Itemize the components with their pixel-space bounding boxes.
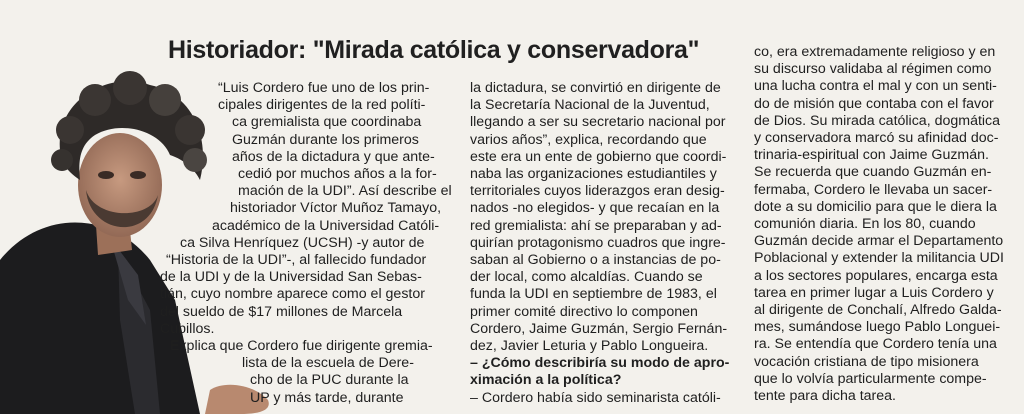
text-line: “Luis Cordero fue uno de los prin-	[218, 80, 430, 96]
text-line: varios años”, explica, recordando que	[470, 131, 707, 148]
text-line: naba las organizaciones estudiantiles y	[470, 166, 717, 183]
text-line: funda la UDI en septiembre de 1983, el	[470, 286, 717, 303]
text-line: UP y más tarde, durante	[250, 389, 404, 406]
text-line: Explica que Cordero fue dirigente gremia-	[170, 338, 433, 355]
text-line: mación de la UDI”. Así describe el	[238, 183, 452, 200]
text-line: “Historia de la UDI”-, al fallecido fundador	[166, 252, 427, 269]
text-line: der local, como alcaldías. Cuando se	[470, 269, 703, 286]
text-line: Guzmán durante los primeros	[232, 131, 419, 148]
text-line: ra. Se entendía que Cordero tenía una	[754, 336, 997, 353]
text-line: trinaria-espiritual con Jaime Guzmán.	[754, 147, 989, 164]
text-line: comunión diaria. En los 80, cuando	[754, 216, 976, 233]
text-line: que lo volvía particularmente compe-	[754, 370, 987, 387]
interview-answer: – Cordero había sido seminarista católi-	[470, 389, 721, 406]
text-line: lista de la escuela de Dere-	[242, 355, 414, 372]
text-line: tarea en primer lugar a Luis Cordero y	[754, 284, 994, 301]
text-line: vocación cristiana de tipo misionera	[754, 353, 979, 370]
text-line: co, era extremadamente religioso y en	[754, 44, 996, 60]
text-line: territoriales cuyos liderazgos eran desig-	[470, 183, 725, 200]
text-line: nados -no elegidos- y que recaían en la	[470, 200, 720, 217]
text-line: primer comité directivo lo componen	[470, 303, 698, 320]
text-line: do de misión que contaba con el favor	[754, 95, 994, 112]
text-line: Poblacional y extender la militancia UDI	[754, 250, 1004, 267]
text-line: historiador Víctor Muñoz Tamayo,	[230, 200, 442, 217]
text-line: quirían protagonismo cuadros que ingre-	[470, 234, 726, 251]
text-line: la Secretaría Nacional de la Juventud,	[470, 97, 710, 114]
text-line: Cordero, Jaime Guzmán, Sergio Fernán-	[470, 320, 728, 337]
text-line: dez, Javier Leturia y Pablo Longueira.	[470, 338, 709, 355]
text-line: llegando a ser su secretario nacional por	[470, 114, 726, 131]
text-line: ca gremialista que coordinaba	[232, 114, 422, 131]
text-line: tente para dicha tarea.	[754, 388, 896, 405]
text-line: su discurso validaba al régimen como	[754, 61, 992, 78]
interview-question: ximación a la política?	[470, 372, 622, 389]
text-line: del sueldo de $17 millones de Marcela	[160, 303, 403, 320]
article-column-1	[150, 80, 450, 407]
text-line: Se recuerda que cuando Guzmán en-	[754, 164, 992, 181]
text-line: la dictadura, se convirtió en dirigente de	[470, 80, 721, 96]
article-column-3	[754, 44, 1019, 405]
text-line: tián, cuyo nombre aparece como el gestor	[160, 286, 425, 303]
text-line: red gremialista: ahí se preparaban y ad-	[470, 217, 722, 234]
article-column-2	[470, 80, 730, 407]
text-line: cipales dirigentes de la red políti-	[218, 97, 426, 114]
interview-question: – ¿Cómo describiría su modo de apro-	[470, 355, 730, 372]
text-line: de la UDI y de la Universidad San Sebas-	[160, 269, 422, 286]
text-line: una lucha contra el mal y con un senti-	[754, 78, 997, 95]
text-line: saban al Gobierno o a instancias de po-	[470, 252, 721, 269]
text-line: años de la dictadura y que ante-	[232, 148, 435, 165]
text-line: cho de la PUC durante la	[250, 372, 409, 389]
text-line: académico de la Universidad Católi-	[212, 217, 440, 234]
article-headline: Historiador: "Mirada católica y conservadora"	[168, 36, 700, 64]
text-line: ca Silva Henríquez (UCSH) -y autor de	[180, 234, 425, 251]
text-line: al dirigente de Conchalí, Alfredo Galda-	[754, 302, 1002, 319]
text-line: cedió por muchos años a la for-	[238, 166, 437, 183]
text-line: Cubillos.	[160, 320, 215, 337]
text-line: a los sectores populares, encarga esta	[754, 267, 998, 284]
text-line: fermaba, Cordero le llevaba un sacer-	[754, 181, 993, 198]
text-line: mes, sumándose luego Pablo Longuei-	[754, 319, 1001, 336]
text-line: de Dios. Su mirada católica, dogmática	[754, 112, 1001, 129]
text-line: y conservadora marcó su afinidad doc-	[754, 130, 999, 147]
text-line: este era un ente de gobierno que coordi-	[470, 148, 727, 165]
text-line: dote a su domicilio para que le diera la	[754, 198, 997, 215]
text-line: Guzmán decide armar el Departamento	[754, 233, 1004, 250]
